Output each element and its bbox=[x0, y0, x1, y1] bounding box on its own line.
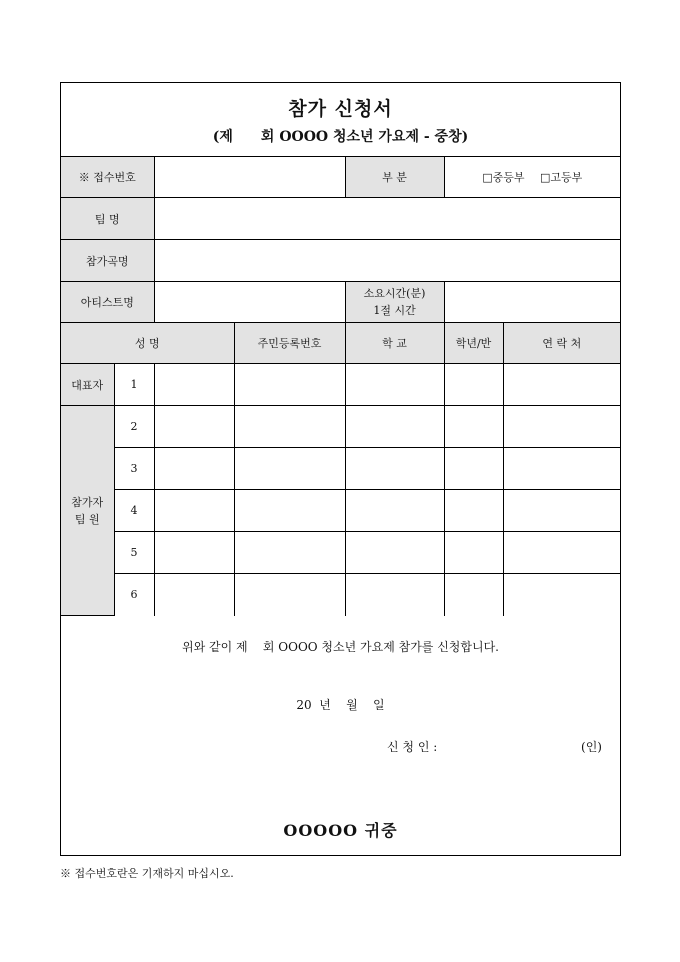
row-number: 5 bbox=[114, 532, 154, 574]
application-form bbox=[60, 82, 621, 856]
member-contact-cell[interactable] bbox=[503, 448, 620, 490]
member-name-cell[interactable] bbox=[154, 364, 234, 406]
member-school-cell[interactable] bbox=[345, 490, 444, 532]
duration-label-line1: 소요시간(분) bbox=[363, 287, 426, 300]
member-school-cell[interactable] bbox=[345, 406, 444, 448]
team-members-label-line2: 팀 원 bbox=[74, 512, 100, 526]
member-id-cell[interactable] bbox=[234, 490, 345, 532]
member-school-cell[interactable] bbox=[345, 574, 444, 616]
member-contact-cell[interactable] bbox=[503, 574, 620, 616]
member-id-cell[interactable] bbox=[234, 532, 345, 574]
team-members-label bbox=[61, 406, 114, 616]
team-name-label: 팀 명 bbox=[61, 198, 154, 240]
recipient: OOOOO 귀중 bbox=[283, 821, 398, 840]
duration-label-line2: 1절 시간 bbox=[373, 304, 416, 317]
member-name-cell[interactable] bbox=[154, 532, 234, 574]
member-grade-cell[interactable] bbox=[444, 406, 503, 448]
application-table bbox=[61, 156, 620, 616]
reception-number-field[interactable] bbox=[154, 157, 345, 198]
declaration-statement: 위와 같이 제 회 OOOO 청소년 가요제 참가를 신청합니다. bbox=[182, 640, 499, 654]
member-grade-cell[interactable] bbox=[444, 448, 503, 490]
song-title-field[interactable] bbox=[154, 240, 620, 282]
subtitle-open: (제 bbox=[212, 129, 233, 145]
member-id-cell[interactable] bbox=[234, 448, 345, 490]
member-grade-cell[interactable] bbox=[444, 490, 503, 532]
table-row bbox=[61, 406, 620, 448]
high-school-checkbox[interactable]: □고등부 bbox=[540, 171, 583, 184]
member-name-cell[interactable] bbox=[154, 406, 234, 448]
reception-number-label: ※ 접수번호 bbox=[61, 157, 154, 198]
row-number: 1 bbox=[114, 364, 154, 406]
member-grade-cell[interactable] bbox=[444, 574, 503, 616]
member-name-cell[interactable] bbox=[154, 448, 234, 490]
duration-label bbox=[345, 282, 444, 323]
division-options bbox=[444, 157, 620, 198]
member-contact-cell[interactable] bbox=[503, 364, 620, 406]
seal-mark: (인) bbox=[581, 740, 602, 754]
row-number: 4 bbox=[114, 490, 154, 532]
member-name-cell[interactable] bbox=[154, 574, 234, 616]
member-contact-cell[interactable] bbox=[503, 406, 620, 448]
member-contact-cell[interactable] bbox=[503, 532, 620, 574]
member-id-cell[interactable] bbox=[234, 406, 345, 448]
header-id-number: 주민등록번호 bbox=[234, 323, 345, 364]
row-number: 6 bbox=[114, 574, 154, 616]
division-label: 부 분 bbox=[345, 157, 444, 198]
team-members-label-line1: 참가자 bbox=[71, 495, 104, 509]
header-contact: 연 락 처 bbox=[503, 323, 620, 364]
artist-field[interactable] bbox=[154, 282, 345, 323]
middle-school-checkbox[interactable]: □중등부 bbox=[482, 171, 525, 184]
subtitle-rest: 회 OOOO 청소년 가요제 - 중창) bbox=[260, 129, 469, 145]
form-title: 참가 신청서 bbox=[288, 98, 393, 120]
declaration-area bbox=[61, 615, 620, 855]
row-number: 2 bbox=[114, 406, 154, 448]
representative-label: 대표자 bbox=[61, 364, 114, 406]
title-block bbox=[61, 83, 620, 157]
member-grade-cell[interactable] bbox=[444, 364, 503, 406]
table-row bbox=[61, 490, 620, 532]
header-name: 성 명 bbox=[61, 323, 234, 364]
team-name-field[interactable] bbox=[154, 198, 620, 240]
row-number: 3 bbox=[114, 448, 154, 490]
header-school: 학 교 bbox=[345, 323, 444, 364]
member-contact-cell[interactable] bbox=[503, 490, 620, 532]
duration-field[interactable] bbox=[444, 282, 620, 323]
table-row bbox=[61, 574, 620, 616]
member-name-cell[interactable] bbox=[154, 490, 234, 532]
header-grade-class: 학년/반 bbox=[444, 323, 503, 364]
table-row bbox=[61, 532, 620, 574]
form-subtitle bbox=[61, 126, 620, 146]
song-title-label: 참가곡명 bbox=[61, 240, 154, 282]
member-grade-cell[interactable] bbox=[444, 532, 503, 574]
applicant-label: 신 청 인 : bbox=[387, 740, 438, 754]
member-id-cell[interactable] bbox=[234, 574, 345, 616]
member-school-cell[interactable] bbox=[345, 448, 444, 490]
footnote: ※ 접수번호란은 기재하지 마십시오. bbox=[60, 867, 234, 880]
application-date[interactable]: 20 년 월 일 bbox=[296, 698, 385, 712]
member-school-cell[interactable] bbox=[345, 532, 444, 574]
member-school-cell[interactable] bbox=[345, 364, 444, 406]
table-row bbox=[61, 448, 620, 490]
table-row bbox=[61, 364, 620, 406]
member-id-cell[interactable] bbox=[234, 364, 345, 406]
artist-label: 아티스트명 bbox=[61, 282, 154, 323]
